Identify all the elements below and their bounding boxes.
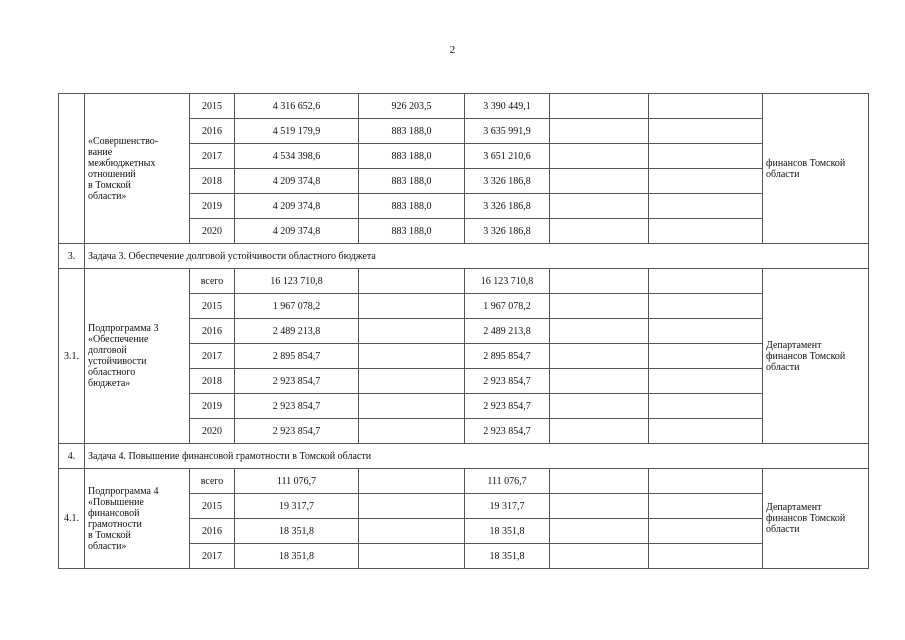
item-number (59, 94, 85, 244)
total-cell: 1 967 078,2 (235, 294, 359, 319)
federal-budget-cell (359, 419, 465, 444)
total-cell: 2 923 854,7 (235, 419, 359, 444)
program-name-line: «Обеспечение (88, 334, 149, 345)
program-name-line: области» (88, 190, 127, 202)
responsible-executor (763, 469, 869, 569)
other-sources-cell (649, 194, 763, 219)
program-name-line: финансовой (88, 507, 140, 519)
local-budget-cell (550, 419, 649, 444)
year-cell: 2020 (190, 219, 235, 244)
regional-budget-cell: 3 326 186,8 (465, 194, 550, 219)
year-cell: 2016 (190, 519, 235, 544)
local-budget-cell (550, 94, 649, 119)
program-name-line: «Совершенство- (88, 135, 159, 147)
task-number: 4. (59, 444, 85, 469)
program-name-line: межбюджетных (88, 157, 156, 169)
regional-budget-cell: 3 326 186,8 (465, 219, 550, 244)
total-cell: 111 076,7 (235, 469, 359, 494)
regional-budget-cell: 3 326 186,8 (465, 169, 550, 194)
total-cell: 16 123 710,8 (235, 269, 359, 294)
year-cell: 2019 (190, 194, 235, 219)
total-cell: 2 923 854,7 (235, 394, 359, 419)
federal-budget-cell (359, 269, 465, 294)
regional-budget-cell: 18 351,8 (465, 544, 550, 569)
program-name (85, 469, 190, 569)
total-cell: 4 209 374,8 (235, 169, 359, 194)
regional-budget-cell: 16 123 710,8 (465, 269, 550, 294)
regional-budget-cell: 19 317,7 (465, 494, 550, 519)
responsible-executor-line: Департамент (766, 502, 822, 513)
task-title: Задача 3. Обеспечение долговой устойчивости областного бюджета (85, 244, 869, 269)
other-sources-cell (649, 144, 763, 169)
federal-budget-cell (359, 519, 465, 544)
local-budget-cell (550, 194, 649, 219)
program-name-line: в Томской (88, 179, 131, 191)
page-number: 2 (449, 44, 456, 56)
table-row (59, 269, 869, 294)
program-name-line: Подпрограмма 3 (88, 323, 159, 334)
year-cell: 2017 (190, 144, 235, 169)
local-budget-cell (550, 319, 649, 344)
local-budget-cell (550, 269, 649, 294)
local-budget-cell (550, 394, 649, 419)
responsible-executor-line: области (766, 361, 800, 373)
federal-budget-cell (359, 494, 465, 519)
other-sources-cell (649, 94, 763, 119)
other-sources-cell (649, 369, 763, 394)
program-name-line: долговой (88, 345, 127, 356)
total-cell: 4 534 398,6 (235, 144, 359, 169)
program-name-line: области» (88, 540, 127, 552)
other-sources-cell (649, 269, 763, 294)
regional-budget-cell: 3 390 449,1 (465, 94, 550, 119)
year-cell: 2015 (190, 494, 235, 519)
regional-budget-cell: 2 923 854,7 (465, 369, 550, 394)
regional-budget-cell: 1 967 078,2 (465, 294, 550, 319)
other-sources-cell (649, 294, 763, 319)
program-name-line: вание (88, 146, 113, 158)
regional-budget-cell: 18 351,8 (465, 519, 550, 544)
local-budget-cell (550, 519, 649, 544)
local-budget-cell (550, 294, 649, 319)
program-name-line: бюджета» (88, 378, 131, 389)
other-sources-cell (649, 344, 763, 369)
year-cell: 2018 (190, 169, 235, 194)
total-cell: 2 895 854,7 (235, 344, 359, 369)
item-number: 4.1. (59, 469, 85, 569)
program-name-line: отношений (88, 168, 136, 180)
year-cell: 2017 (190, 544, 235, 569)
federal-budget-cell: 883 188,0 (359, 119, 465, 144)
regional-budget-cell: 3 635 991,9 (465, 119, 550, 144)
total-cell: 2 489 213,8 (235, 319, 359, 344)
program-name-line: Подпрограмма 4 (88, 485, 159, 497)
local-budget-cell (550, 169, 649, 194)
total-cell: 4 209 374,8 (235, 219, 359, 244)
other-sources-cell (649, 219, 763, 244)
budget-table (58, 93, 869, 569)
local-budget-cell (550, 369, 649, 394)
other-sources-cell (649, 519, 763, 544)
program-name-line: в Томской (88, 529, 131, 541)
local-budget-cell (550, 494, 649, 519)
program-name (85, 269, 190, 444)
responsible-executor (763, 94, 869, 244)
task-title: Задача 4. Повышение финансовой грамотности в Томской области (85, 444, 869, 469)
other-sources-cell (649, 494, 763, 519)
item-number: 3.1. (59, 269, 85, 444)
regional-budget-cell: 3 651 210,6 (465, 144, 550, 169)
table-row (59, 94, 869, 119)
responsible-executor-line: области (766, 524, 800, 535)
local-budget-cell (550, 219, 649, 244)
table-body (59, 94, 869, 569)
federal-budget-cell (359, 469, 465, 494)
other-sources-cell (649, 319, 763, 344)
regional-budget-cell: 2 489 213,8 (465, 319, 550, 344)
total-cell: 18 351,8 (235, 544, 359, 569)
federal-budget-cell (359, 344, 465, 369)
other-sources-cell (649, 119, 763, 144)
year-cell: 2018 (190, 369, 235, 394)
year-cell: 2016 (190, 119, 235, 144)
total-cell: 19 317,7 (235, 494, 359, 519)
other-sources-cell (649, 169, 763, 194)
regional-budget-cell: 2 923 854,7 (465, 419, 550, 444)
other-sources-cell (649, 544, 763, 569)
responsible-executor (763, 269, 869, 444)
other-sources-cell (649, 394, 763, 419)
program-name-line: грамотности (88, 518, 142, 530)
responsible-executor-line: финансов Томской (766, 350, 846, 362)
responsible-executor-line: области (766, 168, 800, 180)
year-cell: 2019 (190, 394, 235, 419)
responsible-executor-line: Департамент (766, 339, 822, 351)
responsible-executor-line: финансов Томской (766, 157, 846, 169)
federal-budget-cell (359, 394, 465, 419)
year-cell: 2015 (190, 294, 235, 319)
program-name (85, 94, 190, 244)
program-name-line: устойчивости (88, 356, 147, 367)
federal-budget-cell: 883 188,0 (359, 169, 465, 194)
federal-budget-cell: 883 188,0 (359, 144, 465, 169)
regional-budget-cell: 111 076,7 (465, 469, 550, 494)
federal-budget-cell (359, 369, 465, 394)
year-cell: 2016 (190, 319, 235, 344)
other-sources-cell (649, 469, 763, 494)
total-cell: 4 209 374,8 (235, 194, 359, 219)
year-cell: всего (190, 469, 235, 494)
federal-budget-cell: 883 188,0 (359, 194, 465, 219)
program-name-line: областного (88, 367, 136, 378)
program-name-line: «Повышение (88, 496, 144, 508)
federal-budget-cell (359, 294, 465, 319)
total-cell: 18 351,8 (235, 519, 359, 544)
year-cell: 2015 (190, 94, 235, 119)
task-row (59, 444, 869, 469)
other-sources-cell (649, 419, 763, 444)
year-cell: 2017 (190, 344, 235, 369)
total-cell: 2 923 854,7 (235, 369, 359, 394)
federal-budget-cell: 883 188,0 (359, 219, 465, 244)
local-budget-cell (550, 469, 649, 494)
table-row (59, 469, 869, 494)
local-budget-cell (550, 119, 649, 144)
local-budget-cell (550, 144, 649, 169)
local-budget-cell (550, 544, 649, 569)
year-cell: всего (190, 269, 235, 294)
year-cell: 2020 (190, 419, 235, 444)
task-row (59, 244, 869, 269)
total-cell: 4 316 652,6 (235, 94, 359, 119)
federal-budget-cell: 926 203,5 (359, 94, 465, 119)
total-cell: 4 519 179,9 (235, 119, 359, 144)
regional-budget-cell: 2 923 854,7 (465, 394, 550, 419)
task-number: 3. (59, 244, 85, 269)
responsible-executor-line: финансов Томской (766, 513, 846, 524)
federal-budget-cell (359, 319, 465, 344)
federal-budget-cell (359, 544, 465, 569)
regional-budget-cell: 2 895 854,7 (465, 344, 550, 369)
local-budget-cell (550, 344, 649, 369)
